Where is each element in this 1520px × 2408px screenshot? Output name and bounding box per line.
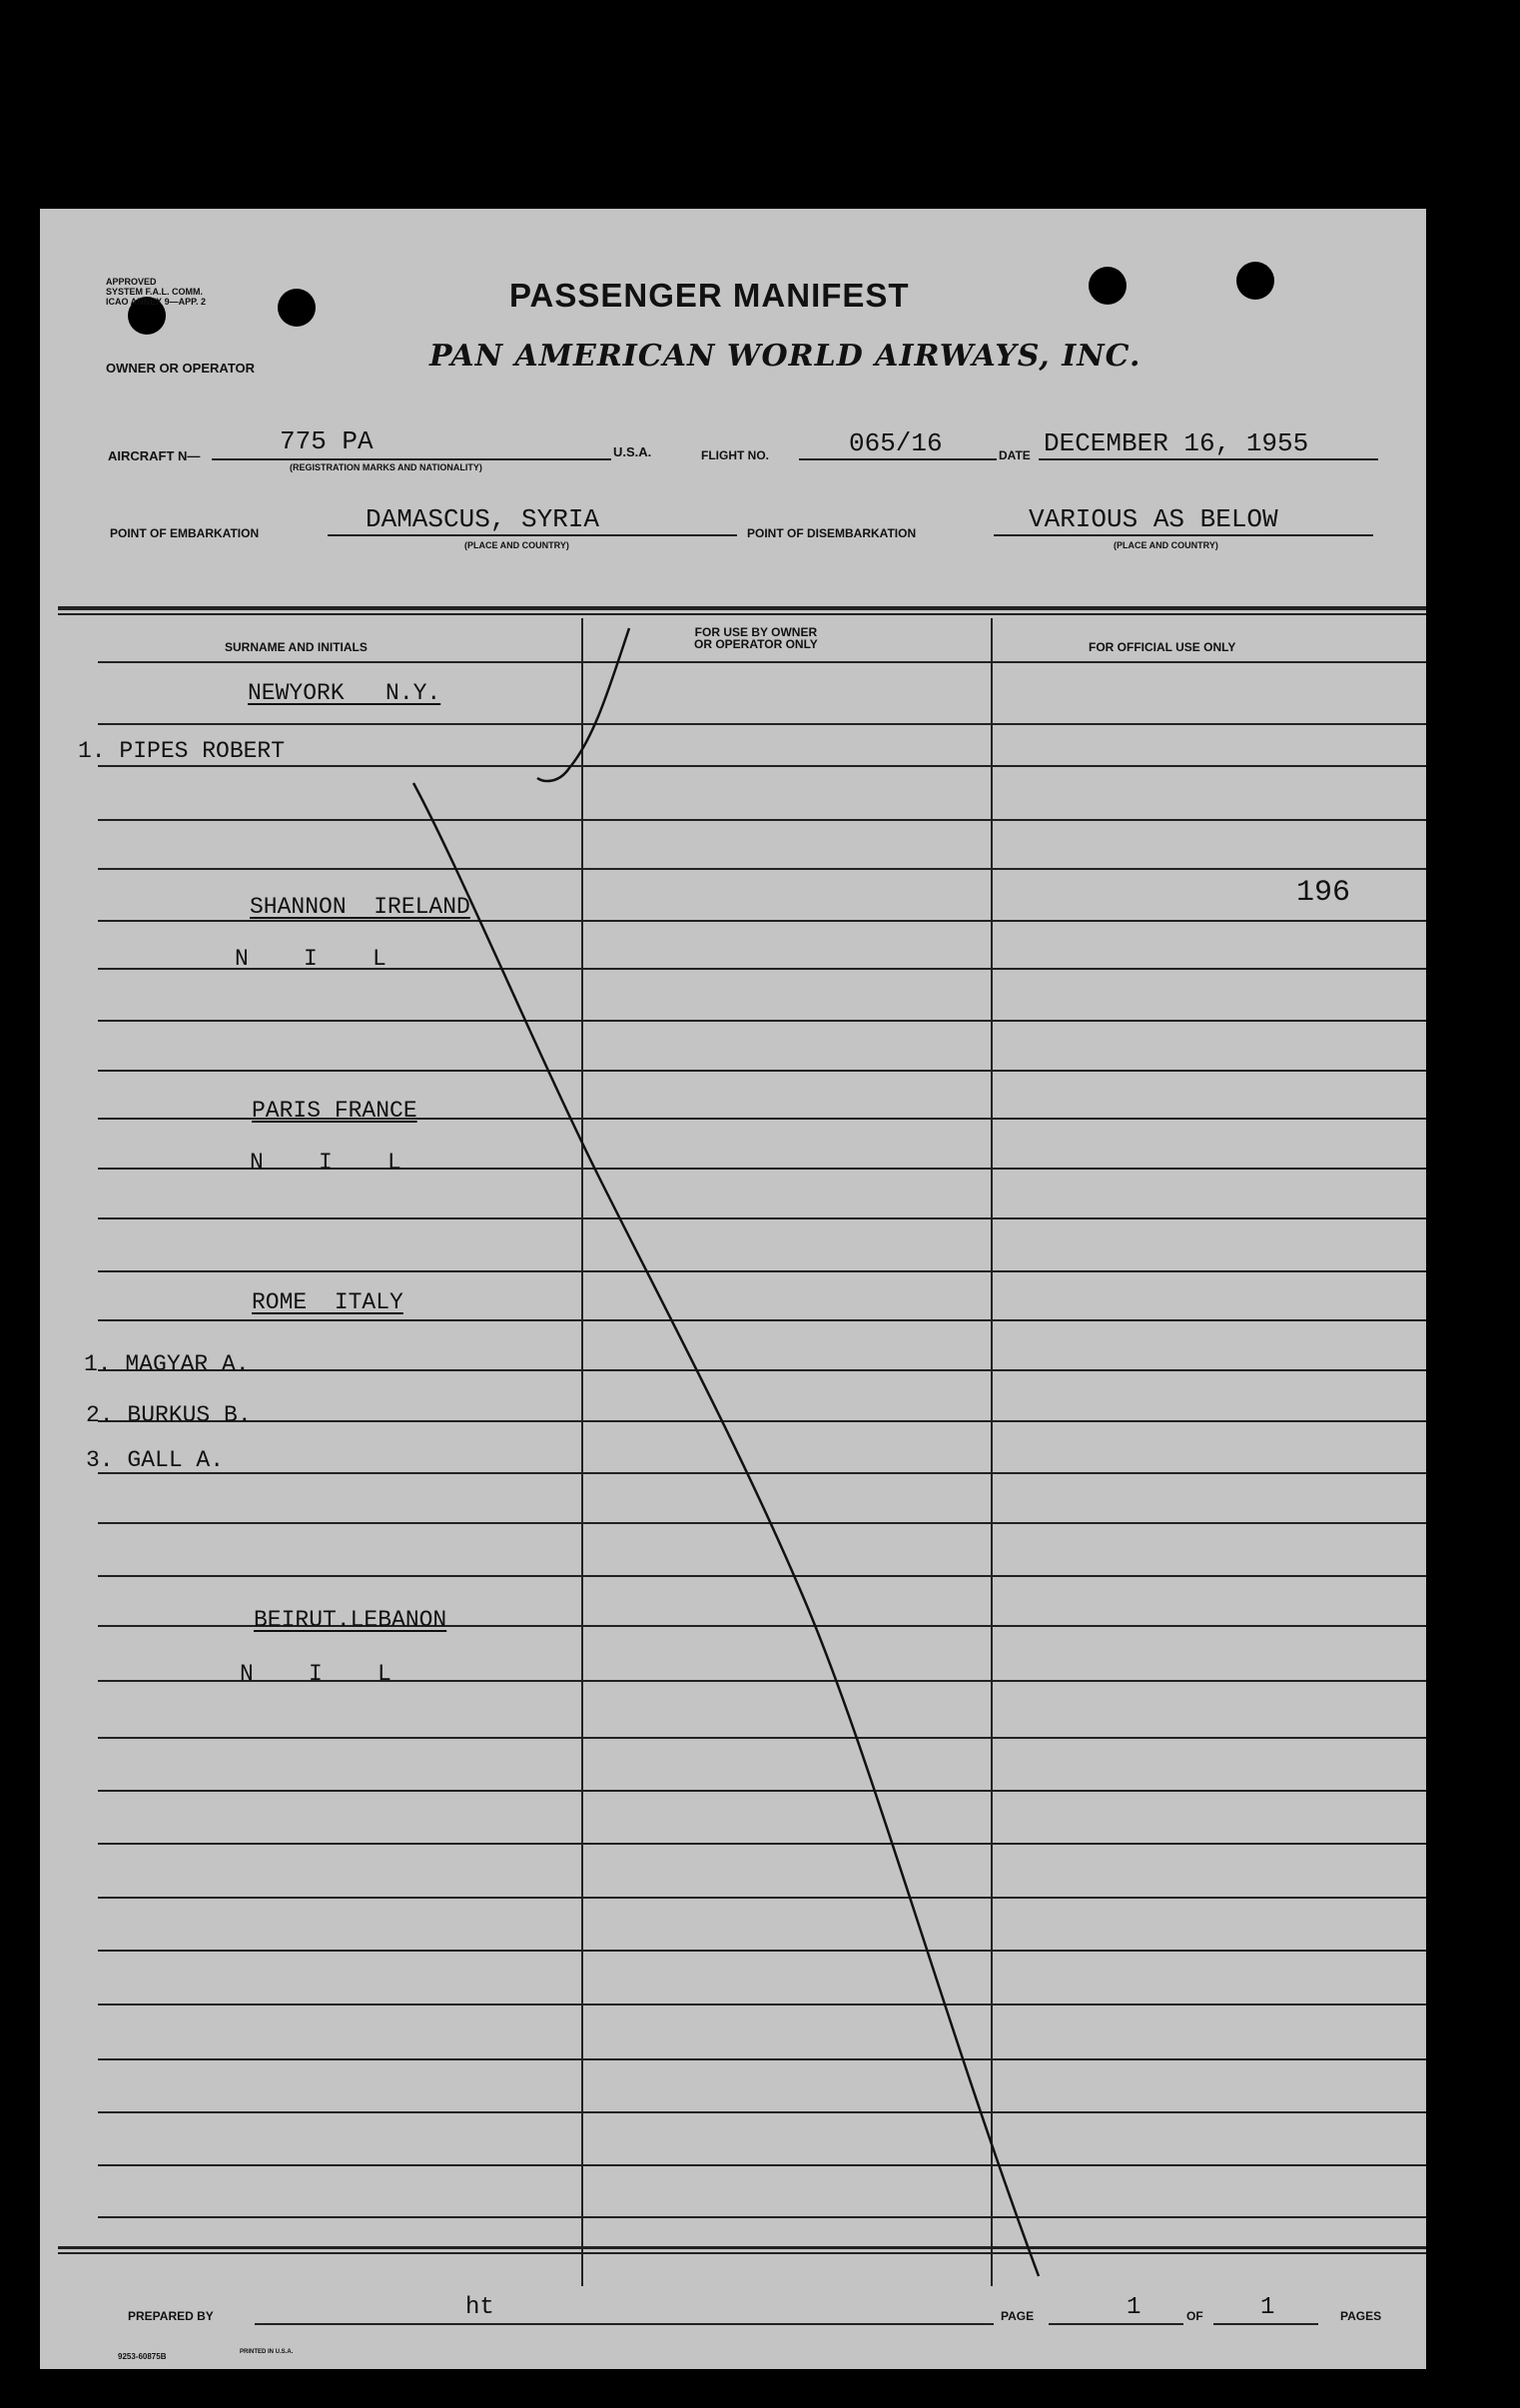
approval-line: ICAO ANNEX 9—APP. 2 bbox=[106, 297, 207, 307]
column-header-owner-use-line: FOR USE BY OWNER bbox=[694, 625, 818, 639]
of-value: 1 bbox=[1260, 2294, 1275, 2321]
printed-label: PRINTED IN U.S.A. bbox=[240, 2349, 294, 2355]
of-label: OF bbox=[1186, 2309, 1203, 2323]
beirut-heading: BEIRUT.LEBANON bbox=[254, 1607, 447, 1633]
passenger-entry: 2. BURKUS B. bbox=[86, 1402, 252, 1428]
rome-heading: ROME ITALY bbox=[252, 1289, 403, 1315]
pages-label: PAGES bbox=[1340, 2309, 1382, 2323]
manifest-sheet bbox=[40, 209, 1426, 2369]
approval-line: SYSTEM F.A.L. COMM. bbox=[106, 287, 204, 297]
nil-entry: N I L bbox=[250, 1150, 401, 1176]
passenger-entry: 3. GALL A. bbox=[86, 1447, 225, 1473]
prepared-by-field-line bbox=[255, 2323, 994, 2325]
paris-heading: PARIS FRANCE bbox=[252, 1098, 417, 1124]
page-label: PAGE bbox=[1001, 2309, 1035, 2323]
disembarkation-label: POINT OF DISEMBARKATION bbox=[747, 526, 917, 540]
prepared-by-label: PREPARED BY bbox=[128, 2309, 214, 2323]
passenger-entry: 1. PIPES ROBERT bbox=[78, 738, 286, 764]
page-title: PASSENGER MANIFEST bbox=[509, 277, 910, 314]
page-value: 1 bbox=[1127, 2294, 1141, 2321]
aircraft-sublabel: (REGISTRATION MARKS AND NATIONALITY) bbox=[290, 462, 482, 472]
page-field-line bbox=[1049, 2323, 1183, 2325]
embarkation-label: POINT OF EMBARKATION bbox=[110, 526, 260, 540]
flight-label: FLIGHT NO. bbox=[701, 448, 769, 462]
official-number: 196 bbox=[1296, 876, 1351, 910]
handwritten-marks bbox=[40, 209, 1426, 2369]
usa-label: U.S.A. bbox=[613, 444, 652, 459]
column-header-official: FOR OFFICIAL USE ONLY bbox=[1089, 640, 1236, 654]
disembarkation-sublabel: (PLACE AND COUNTRY) bbox=[1114, 540, 1218, 550]
column-header-surname: SURNAME AND INITIALS bbox=[225, 640, 368, 654]
flight-value: 065/16 bbox=[849, 428, 943, 458]
nil-entry: N I L bbox=[240, 1661, 391, 1687]
column-header-owner-use-line: OR OPERATOR ONLY bbox=[694, 637, 818, 651]
aircraft-value: 775 PA bbox=[280, 426, 374, 456]
form-number: 9253-60875B bbox=[118, 2352, 167, 2361]
passenger-entry: 1. MAGYAR A. bbox=[84, 1351, 250, 1377]
nil-entry: N I L bbox=[235, 946, 386, 972]
date-value: DECEMBER 16, 1955 bbox=[1044, 428, 1309, 458]
operator-name: PAN AMERICAN WORLD AIRWAYS, INC. bbox=[429, 339, 1141, 374]
aircraft-label: AIRCRAFT N— bbox=[108, 448, 201, 463]
prepared-by-value: ht bbox=[465, 2294, 494, 2321]
embarkation-value: DAMASCUS, SYRIA bbox=[366, 504, 600, 534]
shannon-heading: SHANNON IRELAND bbox=[250, 894, 470, 920]
embarkation-sublabel: (PLACE AND COUNTRY) bbox=[464, 540, 569, 550]
newyork-heading: NEWYORK N.Y. bbox=[248, 680, 441, 706]
of-field-line bbox=[1213, 2323, 1318, 2325]
diagonal-cancel-line bbox=[413, 783, 1039, 2276]
approval-line: APPROVED bbox=[106, 277, 157, 287]
check-mark bbox=[537, 628, 629, 781]
owner-operator-label: OWNER OR OPERATOR bbox=[106, 361, 256, 376]
date-label: DATE bbox=[999, 448, 1031, 462]
disembarkation-value: VARIOUS AS BELOW bbox=[1029, 504, 1278, 534]
